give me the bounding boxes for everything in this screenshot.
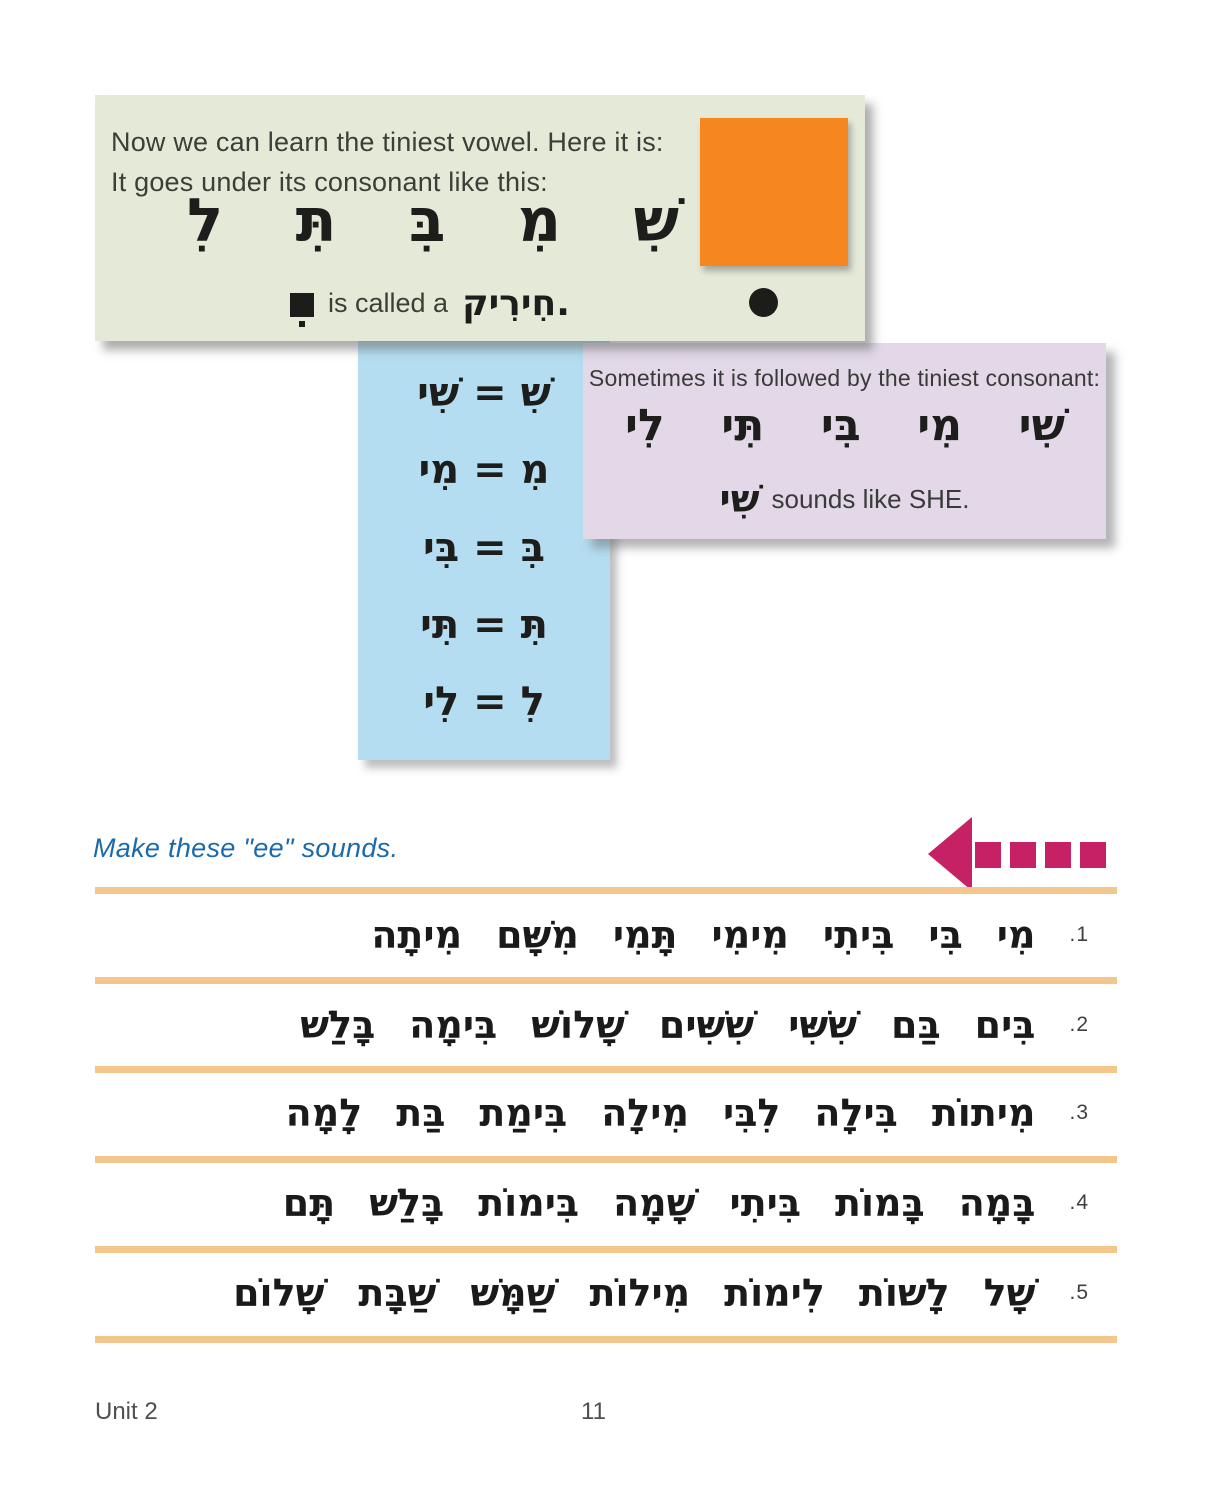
equations-box [358,341,610,760]
exercise-row-5 [95,1255,1091,1331]
hebrew-word: שִׁשִּׁים [658,1002,755,1047]
hebrew-word: בַּם [891,1002,941,1047]
row-number: .1 [1069,923,1089,946]
arrow-dash [975,842,1001,868]
hebrew-word: בִּי [928,912,963,957]
hebrew-syllable: לִי [625,400,665,451]
arrow-dash [1045,842,1071,868]
divider-rule [95,1246,1117,1253]
hebrew-word: בָּלַשׁ [300,1002,376,1047]
hebrew-word: בִּימָה [409,1002,498,1047]
hebrew-word: תָּמִי [612,912,678,957]
divider-rule [95,1336,1117,1343]
hebrew-letter: מִ [517,186,562,256]
hebrew-syllable: בִּי [820,400,861,451]
hebrew-word: מִילוֹת [589,1270,691,1315]
intro-lesson-box [95,95,865,341]
intro-line-1: Now we can learn the tiniest vowel. Here it is: [111,127,664,157]
equation-row: בִּ = בִּי [423,524,545,571]
arrow-dash [1080,842,1106,868]
divider-rule [95,887,1117,894]
tiniest-consonant-box [583,343,1106,539]
chirik-hebrew-name: חִירִיק. [462,283,570,324]
hebrew-word: בִּימוֹת [478,1180,580,1225]
arrow-dash [1010,842,1036,868]
hebrew-word: תָּם [282,1180,336,1225]
equation-row: תִּ = תִּי [420,601,548,648]
hebrew-word: בִּימַת [479,1090,568,1135]
row-number: .4 [1069,1191,1089,1214]
equation-row: שִׁ = שִׁי [417,370,551,416]
hebrew-word: בִּילָה [814,1090,898,1135]
hebrew-word: מִילָה [601,1090,689,1135]
hebrew-word: מִי [996,912,1036,957]
hebrew-word: לָמָה [285,1090,363,1135]
exercise-row-3 [95,1075,1091,1151]
equation-row: לִ = לִי [423,679,545,725]
hebrew-word: בִּיתִי [729,1180,802,1225]
hebrew-letter: בִּ [408,186,446,256]
hebrew-word: שַׁבָּת [358,1270,437,1315]
hebrew-word: שָׁמָה [613,1180,696,1225]
exercise-row-4 [95,1165,1091,1241]
hebrew-letter: תִּ [295,186,337,256]
followed-title: Sometimes it is followed by the tiniest consonant: [588,365,1101,391]
divider-rule [95,977,1117,984]
hebrew-word: לִימוֹת [724,1270,825,1315]
hebrew-word: לָשׁוֹת [858,1270,950,1315]
hebrew-word: בָּמָה [958,1180,1036,1225]
row-number: .3 [1069,1101,1089,1124]
hebrew-word: בָּלַשׁ [369,1180,445,1225]
exercise-row-2 [95,987,1091,1063]
divider-rule [95,1066,1117,1073]
hebrew-word: שָׁל [983,1270,1036,1315]
arrow-head [928,817,972,891]
exercise-instruction: Make these "ee" sounds. [93,833,399,863]
hebrew-letter: שִׁ [633,186,679,256]
row-number: .5 [1069,1281,1089,1304]
hebrew-letters-with-chirik [187,181,679,262]
hebrew-word: שִׁשִּׁי [788,1002,858,1047]
footer-unit-label: Unit 2 [95,1398,158,1425]
hebrew-word: מִיתָה [371,912,463,957]
chirik-dot-icon [749,288,778,317]
row-number: .2 [1069,1013,1089,1036]
equation-row: מִ = מִי [418,447,550,494]
hebrew-word: מִימִי [711,912,789,957]
orange-consonant-square [700,118,848,266]
hebrew-word: מִיתוֹת [931,1090,1036,1135]
hebrew-word: בָּמוֹת [835,1180,925,1225]
sound-example-line [583,475,1106,524]
hebrew-syllable: תִּי [721,400,765,451]
sound-text: sounds like SHE. [771,484,970,515]
intro-line-2: It goes under its consonant like this: [111,167,548,197]
hebrew-syllables-row [625,395,1065,457]
caption-text: is called a [328,288,449,318]
chirik-caption [290,283,570,324]
hebrew-word: מִשָּׁם [496,912,579,957]
divider-rule [95,1156,1117,1163]
hebrew-word: שַׁמָּשׁ [470,1270,556,1315]
hebrew-letter: לִ [187,186,224,256]
hebrew-syllable: שִׁי [1018,400,1065,451]
left-arrow-icon [928,817,1128,893]
hebrew-word: בִּים [974,1002,1036,1047]
exercise-row-1 [95,897,1091,973]
square-with-chirik-icon [290,293,314,317]
hebrew-word: שָׁלוֹשׁ [531,1002,625,1047]
hebrew-syllable: מִי [917,400,963,451]
sound-hebrew-word: שִׁי [719,477,760,521]
footer-page-number: 11 [581,1398,606,1425]
hebrew-word: בַּת [396,1090,446,1135]
hebrew-word: שָׁלוֹם [233,1270,325,1315]
hebrew-word: בִּיתִי [822,912,895,957]
hebrew-word: לִבִּי [723,1090,781,1135]
